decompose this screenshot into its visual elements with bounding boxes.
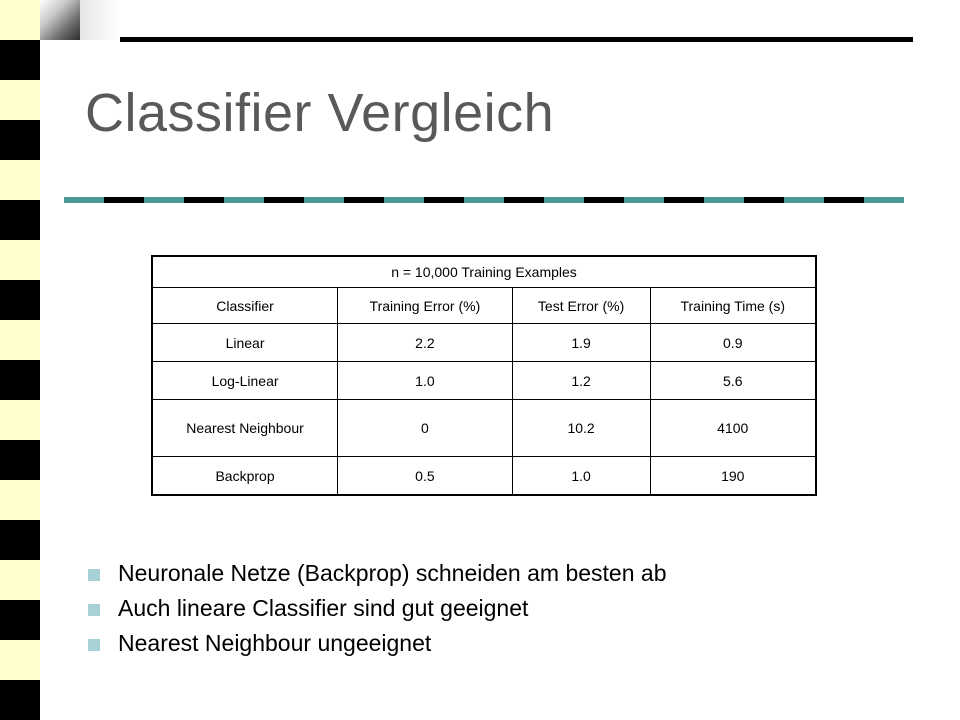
strip-square <box>0 360 40 400</box>
square-bullet-icon <box>88 569 100 581</box>
strip-square <box>0 0 40 40</box>
strip-square <box>0 80 40 120</box>
table-cell: 0 <box>338 400 513 457</box>
column-header: Training Time (s) <box>650 288 816 324</box>
divider-segment <box>704 197 744 203</box>
table-cell: 10.2 <box>512 400 650 457</box>
bullet-text: Neuronale Netze (Backprop) schneiden am besten ab <box>118 560 667 586</box>
bullet-item <box>88 591 667 626</box>
corner-gradient-tile <box>40 0 120 40</box>
divider-segment <box>264 197 304 203</box>
table-cell: 1.2 <box>512 362 650 400</box>
square-bullet-icon <box>88 639 100 651</box>
table-cell: Nearest Neighbour <box>152 400 338 457</box>
table-cell: 1.9 <box>512 324 650 362</box>
strip-square <box>0 680 40 720</box>
table-cell: 5.6 <box>650 362 816 400</box>
table-row <box>152 457 816 496</box>
bullet-item <box>88 626 667 661</box>
column-header: Test Error (%) <box>512 288 650 324</box>
divider-segment <box>544 197 584 203</box>
left-decor-strip <box>0 0 40 720</box>
square-bullet-icon <box>88 604 100 616</box>
strip-square <box>0 280 40 320</box>
divider-segment <box>664 197 704 203</box>
divider-segment <box>784 197 824 203</box>
divider-segment <box>64 197 104 203</box>
divider-segment <box>104 197 144 203</box>
strip-square <box>0 640 40 680</box>
table-row <box>152 362 816 400</box>
table-row <box>152 400 816 457</box>
table-caption: n = 10,000 Training Examples <box>152 256 816 288</box>
table-header-row <box>152 288 816 324</box>
strip-square <box>0 320 40 360</box>
table-cell: 0.9 <box>650 324 816 362</box>
divider-segment <box>744 197 784 203</box>
gradient-square <box>40 0 80 40</box>
table-cell: 4100 <box>650 400 816 457</box>
column-header: Training Error (%) <box>338 288 513 324</box>
strip-square <box>0 480 40 520</box>
divider-segment <box>344 197 384 203</box>
column-header: Classifier <box>152 288 338 324</box>
strip-square <box>0 40 40 80</box>
bullet-text: Auch lineare Classifier sind gut geeignet <box>118 595 529 621</box>
divider-segment <box>384 197 424 203</box>
table-caption-row <box>152 256 816 288</box>
table-cell: Log-Linear <box>152 362 338 400</box>
table-cell: 2.2 <box>338 324 513 362</box>
divider-segment <box>184 197 224 203</box>
strip-square <box>0 160 40 200</box>
divider-segment <box>424 197 464 203</box>
divider-segment <box>464 197 504 203</box>
divider-segment <box>864 197 904 203</box>
divider-segment <box>224 197 264 203</box>
strip-square <box>0 520 40 560</box>
strip-square <box>0 560 40 600</box>
strip-square <box>0 400 40 440</box>
divider-segment <box>144 197 184 203</box>
strip-square <box>0 440 40 480</box>
strip-square <box>0 120 40 160</box>
table-cell: Linear <box>152 324 338 362</box>
top-rule <box>120 37 913 42</box>
dashed-divider <box>64 197 904 203</box>
strip-square <box>0 200 40 240</box>
bullet-list <box>88 556 667 661</box>
slide-title: Classifier Vergleich <box>85 83 555 143</box>
divider-segment <box>824 197 864 203</box>
strip-square <box>0 240 40 280</box>
bullet-text: Nearest Neighbour ungeeignet <box>118 630 432 656</box>
divider-segment <box>504 197 544 203</box>
divider-segment <box>624 197 664 203</box>
divider-segment <box>304 197 344 203</box>
table-cell: 1.0 <box>338 362 513 400</box>
gradient-square-light <box>80 0 120 40</box>
table-cell: 190 <box>650 457 816 496</box>
results-table <box>151 255 817 496</box>
divider-segment <box>584 197 624 203</box>
bullet-item <box>88 556 667 591</box>
table-row <box>152 324 816 362</box>
strip-square <box>0 600 40 640</box>
table-cell: 0.5 <box>338 457 513 496</box>
table-cell: Backprop <box>152 457 338 496</box>
table-cell: 1.0 <box>512 457 650 496</box>
